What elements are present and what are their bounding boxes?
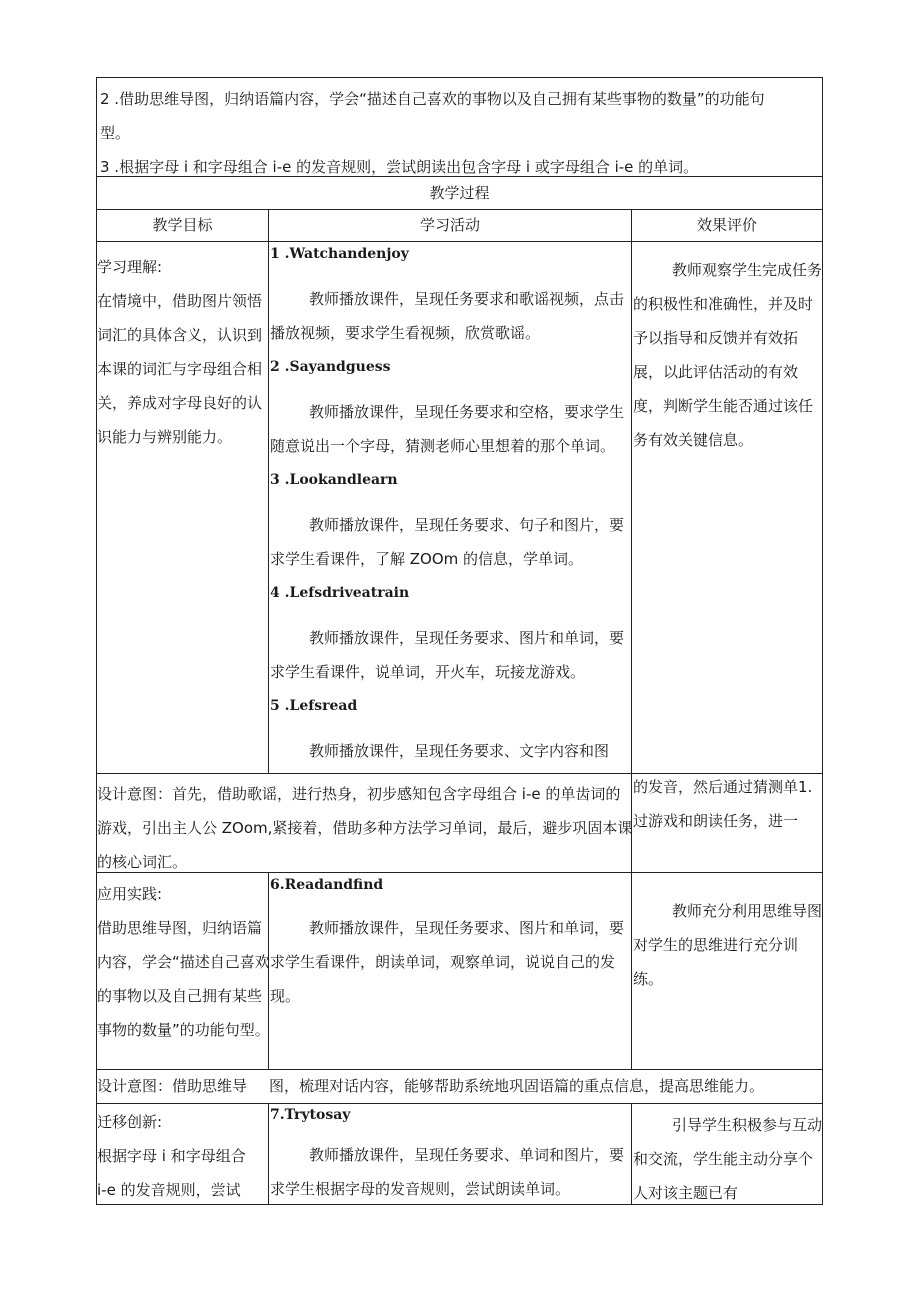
header-eval: 效果评价 — [696, 216, 757, 234]
row3-goal — [97, 1105, 257, 1204]
row2-goal-body: 借助思维导图，归纳语篇内容，学会“描述自己喜欢的事物以及自己拥有某些事物的数量”的功能句型。 — [97, 919, 270, 1039]
activity-7-body: 教师播放课件，呈现任务要求、单词和图片，要求学生根据字母的发音规则，尝试朗读单词。 — [270, 1146, 625, 1198]
activity-3-body: 教师播放课件，呈现任务要求、句子和图片，要求学生看课件，了解 ZOOm 的信息，学单词。 — [270, 516, 625, 568]
row2-eval-text: 教师充分利用思维导图对学生的思维进行充分训练。 — [633, 902, 823, 988]
activity-2-title: 2 .Sayandguess — [270, 359, 391, 375]
activity-2-body: 教师播放课件，呈现任务要求和空格，要求学生随意说出一个字母，猜测老师心里想着的那个单词。 — [270, 403, 625, 455]
design-intent-2-left — [97, 1070, 268, 1103]
design-intent-2-right-text: 图，梳理对话内容，能够帮助系统地巩固语篇的重点信息，提高思维能力。 — [269, 1077, 765, 1095]
row2-eval — [633, 894, 823, 1064]
activity-4-body: 教师播放课件，呈现任务要求、图片和单词，要求学生看课件，说单词，开火车，玩接龙游戏。 — [270, 629, 625, 681]
row1-eval-text: 教师观察学生完成任务的积极性和准确性，并及时予以指导和反馈并有效拓展，以此评估活动的有效度，判断学生能否通过该任务有效关键信息。 — [633, 261, 823, 449]
activity-1-title: 1 .Watchandenjoy — [270, 246, 409, 262]
row2-activity — [270, 874, 634, 1069]
section-title: 教学过程 — [429, 184, 490, 202]
row1-goal-body: 在情境中，借助图片领悟词汇的具体含义，认识到本课的词汇与字母组合相关，养成对字母良好的认识能力与辨别能力。 — [97, 292, 263, 446]
objective-2-line2: 型。 — [100, 124, 131, 142]
header-activity: 学习活动 — [419, 216, 480, 234]
row2-goal-title: 应用实践: — [97, 885, 163, 903]
row3-goal-title: 迁移创新: — [97, 1113, 163, 1131]
objectives-block — [98, 78, 822, 176]
activity-5-body: 教师播放课件，呈现任务要求、文字内容和图 — [309, 742, 610, 760]
activity-6-title: 6.Readandfind — [270, 877, 384, 893]
row1-eval — [633, 253, 823, 453]
row3-goal-body: 根据字母 i 和字母组合 i-e 的发音规则，尝试 — [97, 1147, 246, 1199]
objective-2-line1: 2 .借助思维导图，归纳语篇内容，学会“描述自己喜欢的事物以及自己拥有某些事物的数量”的功能句 — [100, 90, 765, 108]
row1-goal-title: 学习理解: — [97, 258, 163, 276]
col-divider-1d — [268, 1103, 269, 1205]
header-goal: 教学目标 — [152, 216, 213, 234]
activity-3-title: 3 .Lookandlearn — [270, 472, 398, 488]
activity-1-body: 教师播放课件，呈现任务要求和歌谣视频，点击播放视频，要求学生看视频，欣赏歌谣。 — [270, 290, 625, 342]
objective-3: 3 .根据字母 i 和字母组合 i-e 的发音规则，尝试朗读出包含字母 i 或字母组合 i-e 的单词。 — [100, 158, 699, 176]
border-bottom — [96, 1204, 823, 1205]
design-intent-2-right — [269, 1070, 822, 1103]
row3-eval — [633, 1108, 823, 1204]
row2-goal — [97, 877, 272, 1069]
design-intent-1-right-text: 的发音，然后通过猜测单1.过游戏和朗读任务，进一 — [633, 778, 813, 830]
row1-activities — [270, 243, 634, 773]
design-intent-1-right — [633, 770, 821, 872]
design-intent-2-left-text: 设计意图：借助思维导 — [97, 1077, 248, 1095]
border-h5 — [96, 872, 823, 873]
row3-activity — [270, 1104, 634, 1204]
activity-5-title: 5 .Lefsread — [270, 698, 358, 714]
design-intent-1-text: 设计意图：首先，借助歌谣，进行热身，初步感知包含字母组合 i-e 的单齿词的游戏，引出主人公 ZOom,紧接着，借助多种方法学习单词，最后，避步巩固本课的核心词汇。 — [97, 785, 633, 871]
row3-eval-text: 引导学生积极参与互动和交流，学生能主动分享个人对该主题已有 — [633, 1116, 823, 1202]
activity-7-title: 7.Trytosay — [270, 1107, 351, 1123]
row1-goal — [97, 250, 272, 470]
activity-4-title: 4 .Lefsdriveatrain — [270, 585, 410, 601]
design-intent-1 — [97, 777, 634, 872]
activity-6-body: 教师播放课件，呈现任务要求、图片和单词，要求学生看课件，朗读单词，观察单词，说说自己的发现。 — [270, 919, 625, 1005]
border-h3 — [96, 241, 823, 242]
